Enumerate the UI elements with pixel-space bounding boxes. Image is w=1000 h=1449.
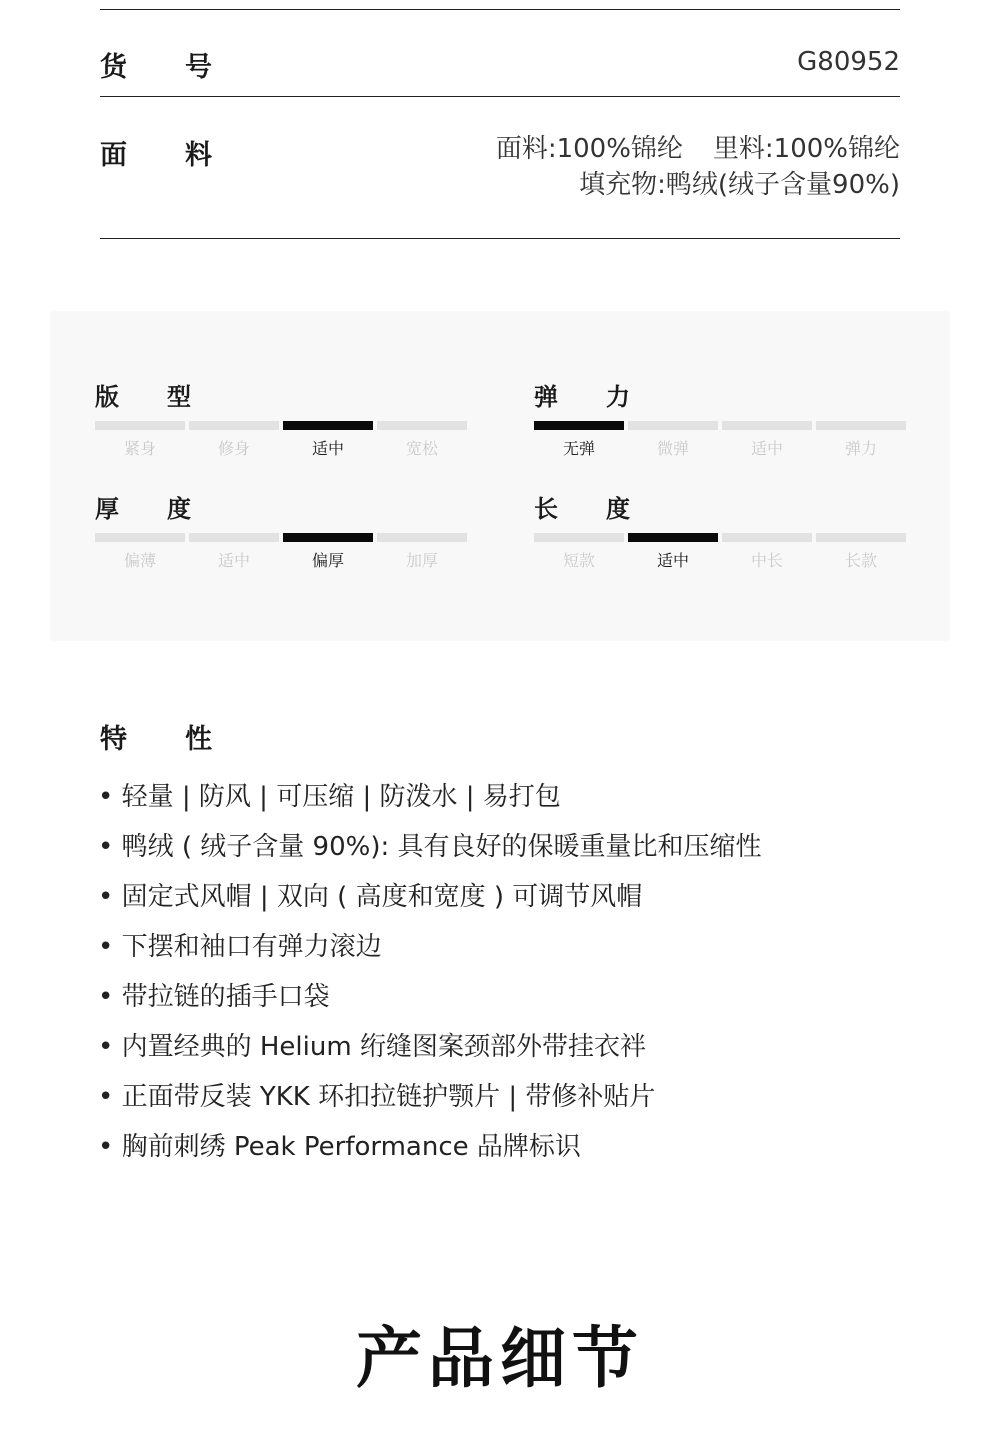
stretch-title-char-2: 力 xyxy=(606,383,630,411)
length-title-char-1: 长 xyxy=(534,495,558,523)
stretch-option-label: 微弹 xyxy=(656,439,689,458)
divider-material xyxy=(100,238,900,239)
stretch-title xyxy=(534,377,906,411)
thickness-option-label: 偏薄 xyxy=(123,551,156,570)
thickness-bar-segment xyxy=(95,533,185,542)
features-list xyxy=(98,772,762,1172)
material-label-char-1: 面 xyxy=(100,140,127,171)
fit-type-scale xyxy=(95,377,467,459)
fit-type-option-label: 修身 xyxy=(217,439,250,458)
thickness-scale xyxy=(95,489,467,571)
length-title xyxy=(534,489,906,523)
features-title-char-2: 性 xyxy=(185,724,212,755)
length-labels xyxy=(534,548,906,571)
fit-panel xyxy=(50,311,950,641)
feature-item: • 带拉链的插手口袋 xyxy=(98,972,762,1022)
thickness-title-char-1: 厚 xyxy=(95,495,119,523)
length-option-label: 适中 xyxy=(656,551,689,570)
stretch-scale xyxy=(534,377,906,459)
thickness-option-label: 偏厚 xyxy=(311,551,344,570)
thickness-option-label: 适中 xyxy=(217,551,250,570)
lining-fabric: 里料:100%锦纶 xyxy=(712,134,900,164)
fit-type-option-label: 紧身 xyxy=(123,439,156,458)
length-bar-segment xyxy=(534,533,624,542)
stretch-option-label: 适中 xyxy=(750,439,783,458)
sku-label xyxy=(100,45,212,84)
length-bar-segment xyxy=(628,533,718,542)
material-label xyxy=(100,133,212,172)
length-option-label: 中长 xyxy=(750,551,783,570)
sku-label-char-1: 货 xyxy=(100,52,127,83)
stretch-title-char-1: 弹 xyxy=(534,383,558,411)
material-label-char-2: 料 xyxy=(185,140,212,171)
feature-item: • 内置经典的 Helium 绗缝图案颈部外带挂衣袢 xyxy=(98,1022,762,1072)
stretch-bar-segment xyxy=(816,421,906,430)
feature-item: • 轻量 | 防风 | 可压缩 | 防泼水 | 易打包 xyxy=(98,772,762,822)
length-title-char-2: 度 xyxy=(606,495,630,523)
length-scale xyxy=(534,489,906,571)
thickness-option-label: 加厚 xyxy=(405,551,438,570)
thickness-title xyxy=(95,489,467,523)
stretch-bars xyxy=(534,421,906,430)
product-details-heading: 产品细节 xyxy=(356,1320,644,1397)
fit-type-option-label: 宽松 xyxy=(405,439,438,458)
fit-type-option-label: 适中 xyxy=(311,439,344,458)
thickness-title-char-2: 度 xyxy=(167,495,191,523)
sku-label-char-2: 号 xyxy=(185,52,212,83)
fit-type-labels xyxy=(95,436,467,459)
fit-type-bar-segment xyxy=(283,421,373,430)
thickness-bars xyxy=(95,533,467,542)
length-bars xyxy=(534,533,906,542)
divider-top xyxy=(100,9,900,10)
stretch-option-label: 无弹 xyxy=(562,439,595,458)
stretch-option-label: 弹力 xyxy=(844,439,877,458)
thickness-bar-segment xyxy=(377,533,467,542)
length-bar-segment xyxy=(722,533,812,542)
thickness-bar-segment xyxy=(189,533,279,542)
feature-item: • 胸前刺绣 Peak Performance 品牌标识 xyxy=(98,1122,762,1172)
length-option-label: 长款 xyxy=(844,551,877,570)
fit-type-bars xyxy=(95,421,467,430)
length-bar-segment xyxy=(816,533,906,542)
stretch-bar-segment xyxy=(722,421,812,430)
sku-value: G80952 xyxy=(797,47,900,77)
fit-type-title-char-2: 型 xyxy=(167,383,191,411)
stretch-bar-segment xyxy=(628,421,718,430)
outer-fabric: 面料:100%锦纶 xyxy=(495,134,683,164)
thickness-labels xyxy=(95,548,467,571)
feature-item: • 正面带反装 YKK 环扣拉链护颚片 | 带修补贴片 xyxy=(98,1072,762,1122)
fit-type-title-char-1: 版 xyxy=(95,383,119,411)
length-option-label: 短款 xyxy=(562,551,595,570)
feature-item: • 下摆和袖口有弹力滚边 xyxy=(98,922,762,972)
fit-type-bar-segment xyxy=(189,421,279,430)
fit-type-bar-segment xyxy=(377,421,467,430)
feature-item: • 固定式风帽 | 双向 ( 高度和宽度 ) 可调节风帽 xyxy=(98,872,762,922)
material-value xyxy=(496,131,900,203)
feature-item: • 鸭绒 ( 绒子含量 90%): 具有良好的保暖重量比和压缩性 xyxy=(98,822,762,872)
fit-type-title xyxy=(95,377,467,411)
stretch-labels xyxy=(534,436,906,459)
fit-type-bar-segment xyxy=(95,421,185,430)
features-title-char-1: 特 xyxy=(100,724,127,755)
material-line-1 xyxy=(496,131,900,167)
fill-material: 填充物:鸭绒(绒子含量90%) xyxy=(579,170,900,200)
thickness-bar-segment xyxy=(283,533,373,542)
features-title xyxy=(100,717,212,756)
stretch-bar-segment xyxy=(534,421,624,430)
divider-sku xyxy=(100,96,900,97)
